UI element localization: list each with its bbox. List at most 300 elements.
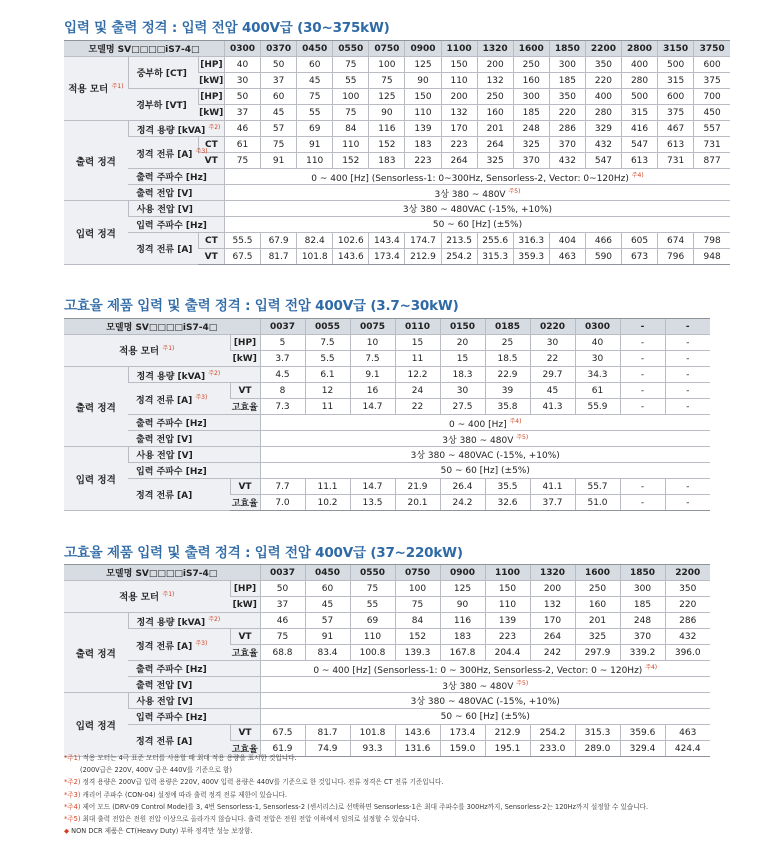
value-cell: 125 [369, 89, 405, 105]
value-cell: 375 [658, 105, 694, 121]
value-cell: 315 [658, 73, 694, 89]
value-cell: 289.0 [575, 741, 620, 757]
value-cell: 35.5 [485, 479, 530, 495]
value-cell: 315 [622, 105, 658, 121]
value-cell: 7.5 [305, 335, 350, 351]
value-cell: 18.5 [485, 351, 530, 367]
value-cell: 55.9 [575, 399, 620, 415]
value-cell: 51.0 [575, 495, 620, 511]
value-cell: 143.6 [333, 249, 369, 265]
value-cell: 170 [530, 613, 575, 629]
value-cell: 139.3 [395, 645, 440, 661]
value-cell: 463 [665, 725, 710, 741]
value-cell: 20 [440, 335, 485, 351]
value-cell: 400 [585, 89, 621, 105]
model-header-row [64, 41, 730, 57]
model-code: 1100 [485, 565, 530, 581]
value-cell: 200 [441, 89, 477, 105]
value-cell: 547 [585, 153, 621, 169]
value-cell: 21.9 [395, 479, 440, 495]
in-freq-label: 입력 주파수 [Hz] [128, 709, 260, 725]
value-cell: 27.5 [440, 399, 485, 415]
model-code: 1100 [441, 41, 477, 57]
value-cell: 467 [658, 121, 694, 137]
value-cell: 41.3 [530, 399, 575, 415]
value-cell: 173.4 [369, 249, 405, 265]
value-cell: 11 [395, 351, 440, 367]
value-cell: 74.9 [305, 741, 350, 757]
value-cell: 132 [477, 73, 513, 89]
model-label: 모델명 SV□□□□iS7-4□ [64, 565, 260, 581]
out-freq-label: 출력 주파수 [Hz] [128, 415, 260, 431]
value-cell: 201 [477, 121, 513, 137]
value-cell: 605 [622, 233, 658, 249]
value-cell: 75 [260, 629, 305, 645]
value-cell: 75 [333, 57, 369, 73]
unit-vt: VT [198, 153, 224, 169]
value-cell: 170 [441, 121, 477, 137]
out-volt-value: 3상 380 ~ 480V $^{주5)}$ [260, 431, 710, 447]
value-cell: 185 [620, 597, 665, 613]
value-cell: 90 [369, 105, 405, 121]
value-cell: 61 [224, 137, 260, 153]
value-cell: - [620, 335, 665, 351]
model-code: 0450 [305, 565, 350, 581]
value-cell: 50 [260, 581, 305, 597]
out-freq-label: 출력 주파수 [Hz] [128, 169, 224, 185]
value-cell: 60 [261, 89, 297, 105]
in-freq-value: 50 ~ 60 [Hz] (±5%) [260, 463, 710, 479]
value-cell: 90 [440, 597, 485, 613]
value-cell: 948 [694, 249, 730, 265]
section-label-output: 출력 정격 [64, 121, 128, 201]
value-cell: 67.5 [224, 249, 260, 265]
light-load-label: 경부하 [VT] [128, 89, 198, 121]
value-cell: 30 [575, 351, 620, 367]
value-cell: 152 [395, 629, 440, 645]
model-code: 0075 [350, 319, 395, 335]
value-cell: 110 [485, 597, 530, 613]
value-cell: 11 [305, 399, 350, 415]
value-cell: - [620, 383, 665, 399]
unit-high-efficiency: 고효율 [230, 741, 260, 757]
value-cell: 280 [622, 73, 658, 89]
value-cell: 55 [333, 73, 369, 89]
value-cell: 315.3 [477, 249, 513, 265]
value-cell: 22.9 [485, 367, 530, 383]
value-cell: 213.5 [441, 233, 477, 249]
out-freq-value: 0 ~ 400 [Hz] (Sensorless-1: 0~300Hz, Sensorless-2, Vector: 0~120Hz) $^{주4)}$ [224, 169, 730, 185]
unit-high-efficiency: 고효율 [230, 495, 260, 511]
value-cell: 286 [549, 121, 585, 137]
model-code: 0550 [333, 41, 369, 57]
value-cell: 613 [658, 137, 694, 153]
value-cell: 50 [261, 57, 297, 73]
model-label: 모델명 SV□□□□iS7-4□ [64, 319, 260, 335]
value-cell: 500 [658, 57, 694, 73]
value-cell: 359.6 [620, 725, 665, 741]
value-cell: 325 [477, 153, 513, 169]
value-cell: 280 [585, 105, 621, 121]
value-cell: 315.3 [575, 725, 620, 741]
unit-vt: VT [230, 725, 260, 741]
model-code: 1320 [477, 41, 513, 57]
value-cell: 396.0 [665, 645, 710, 661]
value-cell: 25 [485, 335, 530, 351]
value-cell: - [665, 399, 710, 415]
value-cell: 24.2 [440, 495, 485, 511]
unit-vt: VT [230, 383, 260, 399]
value-cell: 90 [405, 73, 441, 89]
value-cell: 150 [485, 581, 530, 597]
section-label-output: 출력 정격 [64, 367, 128, 447]
value-cell: 731 [658, 153, 694, 169]
value-cell: 81.7 [305, 725, 350, 741]
value-cell: 200 [477, 57, 513, 73]
model-code: 0900 [405, 41, 441, 57]
value-cell: - [665, 335, 710, 351]
value-cell: 20.1 [395, 495, 440, 511]
model-code: 0750 [369, 41, 405, 57]
rating-table-2 [64, 318, 710, 511]
unit-high-efficiency: 고효율 [230, 645, 260, 661]
model-code: 1850 [549, 41, 585, 57]
value-cell: 3.7 [260, 351, 305, 367]
value-cell: 50 [224, 89, 260, 105]
model-code: 0550 [350, 565, 395, 581]
value-cell: 359.3 [513, 249, 549, 265]
value-cell: 674 [658, 233, 694, 249]
value-cell: 132 [441, 105, 477, 121]
footnote: *주3) 캐리어 주파수 (CON-04) 설정에 따라 출력 정격 전류 제한이 있습니다. [64, 790, 288, 799]
model-code: 0150 [440, 319, 485, 335]
value-cell: 100.8 [350, 645, 395, 661]
value-cell: 29.7 [530, 367, 575, 383]
unit-hp: [HP] [230, 335, 260, 351]
value-cell: 110 [350, 629, 395, 645]
value-cell: 329.4 [620, 741, 665, 757]
value-cell: 14.7 [350, 479, 395, 495]
value-cell: 69 [350, 613, 395, 629]
value-cell: 212.9 [485, 725, 530, 741]
value-cell: 796 [658, 249, 694, 265]
value-cell: 110 [405, 105, 441, 121]
value-cell: 83.4 [305, 645, 350, 661]
capacity-label: 정격 용량 [kVA] $^{주2)}$ [128, 121, 224, 137]
value-cell: 7.7 [260, 479, 305, 495]
value-cell: 45 [261, 105, 297, 121]
value-cell: 600 [658, 89, 694, 105]
value-cell: 30 [440, 383, 485, 399]
value-cell: 329 [585, 121, 621, 137]
value-cell: 370 [513, 153, 549, 169]
value-cell: 37 [260, 597, 305, 613]
value-cell: 81.7 [261, 249, 297, 265]
value-cell: 30 [224, 73, 260, 89]
unit-kw: [kW] [198, 105, 224, 121]
unit-kw: [kW] [230, 351, 260, 367]
value-cell: 110 [333, 137, 369, 153]
section-label-motor: 적용 모터 $^{주1)}$ [64, 57, 128, 121]
model-code: 0300 [224, 41, 260, 57]
footnotes [64, 752, 648, 837]
value-cell: 5 [260, 335, 305, 351]
value-cell: 39 [485, 383, 530, 399]
value-cell: 30 [530, 335, 575, 351]
value-cell: 220 [585, 73, 621, 89]
value-cell: 300 [513, 89, 549, 105]
unit-vt: VT [230, 479, 260, 495]
model-code: 0037 [260, 319, 305, 335]
value-cell: 69 [297, 121, 333, 137]
model-code: 0750 [395, 565, 440, 581]
model-label: 모델명 SV□□□□iS7-4□ [64, 41, 224, 57]
unit-hp: [HP] [198, 57, 224, 73]
out-volt-label: 출력 전압 [V] [128, 431, 260, 447]
value-cell: 110 [441, 73, 477, 89]
value-cell: 11.1 [305, 479, 350, 495]
value-cell: - [665, 383, 710, 399]
value-cell: 24 [395, 383, 440, 399]
value-cell: 93.3 [350, 741, 395, 757]
value-cell: 55.5 [224, 233, 260, 249]
value-cell: 132 [530, 597, 575, 613]
value-cell: 325 [513, 137, 549, 153]
model-code: 0110 [395, 319, 440, 335]
value-cell: 185 [549, 73, 585, 89]
unit-vt: VT [198, 249, 224, 265]
value-cell: 160 [513, 73, 549, 89]
value-cell: 100 [333, 89, 369, 105]
value-cell: 18.3 [440, 367, 485, 383]
section-label-output: 출력 정격 [64, 613, 128, 693]
value-cell: 10.2 [305, 495, 350, 511]
value-cell: 45 [305, 597, 350, 613]
value-cell: 143.6 [395, 725, 440, 741]
in-current-label: 정격 전류 [A] [128, 725, 230, 757]
value-cell: 264 [530, 629, 575, 645]
value-cell: 32.6 [485, 495, 530, 511]
value-cell: - [620, 495, 665, 511]
value-cell: 250 [575, 581, 620, 597]
value-cell: 350 [585, 57, 621, 73]
model-code: 2200 [585, 41, 621, 57]
model-code: 3150 [658, 41, 694, 57]
value-cell: 798 [694, 233, 730, 249]
value-cell: 325 [575, 629, 620, 645]
capacity-label: 정격 용량 [kVA] $^{주2)}$ [128, 613, 260, 629]
unit-kw: [kW] [198, 73, 224, 89]
value-cell: 125 [405, 57, 441, 73]
use-volt-value: 3상 380 ~ 480VAC (-15%, +10%) [224, 201, 730, 217]
out-volt-value: 3상 380 ~ 480V $^{주5)}$ [260, 677, 710, 693]
in-current-label: 정격 전류 [A] [128, 233, 198, 265]
value-cell: 57 [305, 613, 350, 629]
value-cell: 75 [350, 581, 395, 597]
model-code: - [665, 319, 710, 335]
model-code: 0300 [575, 319, 620, 335]
value-cell: 300 [549, 57, 585, 73]
model-code: 0185 [485, 319, 530, 335]
value-cell: 700 [694, 89, 730, 105]
value-cell: 600 [694, 57, 730, 73]
value-cell: 432 [665, 629, 710, 645]
model-code: 0220 [530, 319, 575, 335]
in-freq-value: 50 ~ 60 [Hz] (±5%) [260, 709, 710, 725]
value-cell: 91 [261, 153, 297, 169]
capacity-label: 정격 용량 [kVA] $^{주2)}$ [128, 367, 260, 383]
value-cell: 250 [477, 89, 513, 105]
value-cell: 40 [224, 57, 260, 73]
value-cell: 159.0 [440, 741, 485, 757]
value-cell: 60 [297, 57, 333, 73]
value-cell: 10 [350, 335, 395, 351]
footnote: ◆ NON DCR 제품은 CT(Heavy Duty) 부하 정격만 성능 보장함. [64, 827, 253, 836]
value-cell: 254.2 [441, 249, 477, 265]
value-cell: 110 [297, 153, 333, 169]
value-cell: 248 [620, 613, 665, 629]
value-cell: 61 [575, 383, 620, 399]
unit-hp: [HP] [230, 581, 260, 597]
heavy-load-label: 중부하 [CT] [128, 57, 198, 89]
unit-vt: VT [230, 629, 260, 645]
model-code: 0055 [305, 319, 350, 335]
section-label-motor: 적용 모터 $^{주1)}$ [64, 581, 230, 613]
value-cell: 297.9 [575, 645, 620, 661]
value-cell: 233.0 [530, 741, 575, 757]
out-volt-label: 출력 전압 [V] [128, 677, 260, 693]
value-cell: 8 [260, 383, 305, 399]
value-cell: 14.7 [350, 399, 395, 415]
use-volt-label: 사용 전압 [V] [128, 447, 260, 463]
use-volt-value: 3상 380 ~ 480VAC (-15%, +10%) [260, 447, 710, 463]
value-cell: 26.4 [440, 479, 485, 495]
section-label-motor: 적용 모터 $^{주1)}$ [64, 335, 230, 367]
value-cell: 61.9 [260, 741, 305, 757]
model-code: - [620, 319, 665, 335]
current-label: 정격 전류 [A] $^{주3)}$ [128, 383, 230, 415]
value-cell: - [620, 399, 665, 415]
model-code: 1320 [530, 565, 575, 581]
value-cell: 731 [694, 137, 730, 153]
value-cell: 6.1 [305, 367, 350, 383]
value-cell: 37 [224, 105, 260, 121]
value-cell: 68.8 [260, 645, 305, 661]
model-code: 1850 [620, 565, 665, 581]
value-cell: 4.5 [260, 367, 305, 383]
value-cell: 424.4 [665, 741, 710, 757]
value-cell: 143.4 [369, 233, 405, 249]
value-cell: 40 [575, 335, 620, 351]
value-cell: 116 [440, 613, 485, 629]
footnote: *주5) 최대 출력 전압은 전원 전압 이상으로 올라가지 않습니다. 출력 전압은 전원 전압 이하에서 임의로 설정할 수 있습니다. [64, 815, 420, 824]
value-cell: 100 [369, 57, 405, 73]
value-cell: 201 [575, 613, 620, 629]
value-cell: 67.9 [261, 233, 297, 249]
value-cell: 223 [441, 137, 477, 153]
value-cell: 450 [694, 105, 730, 121]
value-cell: 75 [261, 137, 297, 153]
model-code: 3750 [694, 41, 730, 57]
value-cell: 350 [665, 581, 710, 597]
value-cell: 432 [549, 153, 585, 169]
value-cell: 37.7 [530, 495, 575, 511]
value-cell: 432 [585, 137, 621, 153]
value-cell: 183 [369, 153, 405, 169]
value-cell: 416 [622, 121, 658, 137]
value-cell: 174.7 [405, 233, 441, 249]
value-cell: 75 [297, 89, 333, 105]
value-cell: 46 [260, 613, 305, 629]
value-cell: 466 [585, 233, 621, 249]
value-cell: 15 [440, 351, 485, 367]
value-cell: 67.5 [260, 725, 305, 741]
value-cell: 22 [395, 399, 440, 415]
value-cell: 12 [305, 383, 350, 399]
unit-ct: CT [198, 137, 224, 153]
rating-table-1 [64, 40, 730, 265]
value-cell: 35.8 [485, 399, 530, 415]
value-cell: 139 [485, 613, 530, 629]
value-cell: - [620, 479, 665, 495]
value-cell: 84 [333, 121, 369, 137]
section3-title: 고효율 제품 입력 및 출력 정격 : 입력 전압 400V급 (37~220kW) [64, 545, 463, 561]
model-code: 0450 [297, 41, 333, 57]
value-cell: 183 [405, 137, 441, 153]
value-cell: 400 [622, 57, 658, 73]
value-cell: 34.3 [575, 367, 620, 383]
value-cell: 200 [530, 581, 575, 597]
value-cell: 463 [549, 249, 585, 265]
value-cell: 37 [261, 73, 297, 89]
in-freq-label: 입력 주파수 [Hz] [128, 217, 224, 233]
model-code: 0370 [261, 41, 297, 57]
value-cell: 22 [530, 351, 575, 367]
out-freq-value: 0 ~ 400 [Hz] (Sensorless-1: 0 ~ 300Hz, Sensorless-2, Vector: 0 ~ 120Hz) $^{주4)}$ [260, 661, 710, 677]
footnote: *주4) 제어 모드 (DRV-09 Control Mode)를 3, 4번 Sensorless-1, Sensorless-2 (센서리스)로 선택하면 Sensorless-1은 최대 주파수를 300Hz까지, Sensorless-2는 120Hz까지 설정할 수 있습니다. [64, 802, 649, 811]
value-cell: 9.1 [350, 367, 395, 383]
value-cell: 150 [405, 89, 441, 105]
value-cell: 7.3 [260, 399, 305, 415]
value-cell: 5.5 [305, 351, 350, 367]
value-cell: 150 [441, 57, 477, 73]
use-volt-value: 3상 380 ~ 480VAC (-15%, +10%) [260, 693, 710, 709]
rating-table-3 [64, 564, 710, 757]
section-label-input: 입력 정격 [64, 201, 128, 265]
footnote: *주1) 적용 모터는 4극 표준 모터를 사용할 때 최대 적용 용량을 표시한 것입니다. [64, 754, 297, 762]
value-cell: 101.8 [297, 249, 333, 265]
model-code: 1600 [575, 565, 620, 581]
model-code: 0900 [440, 565, 485, 581]
value-cell: 500 [622, 89, 658, 105]
value-cell: 223 [485, 629, 530, 645]
value-cell: 75 [333, 105, 369, 121]
value-cell: 173.4 [440, 725, 485, 741]
model-code: 2200 [665, 565, 710, 581]
value-cell: 7.0 [260, 495, 305, 511]
value-cell: 185 [513, 105, 549, 121]
value-cell: 75 [369, 73, 405, 89]
value-cell: 370 [549, 137, 585, 153]
value-cell: 125 [440, 581, 485, 597]
value-cell: 152 [333, 153, 369, 169]
unit-high-efficiency: 고효율 [230, 399, 260, 415]
value-cell: 613 [622, 153, 658, 169]
value-cell: 557 [694, 121, 730, 137]
section-label-input: 입력 정격 [64, 693, 128, 757]
value-cell: 223 [405, 153, 441, 169]
use-volt-label: 사용 전압 [V] [128, 201, 224, 217]
